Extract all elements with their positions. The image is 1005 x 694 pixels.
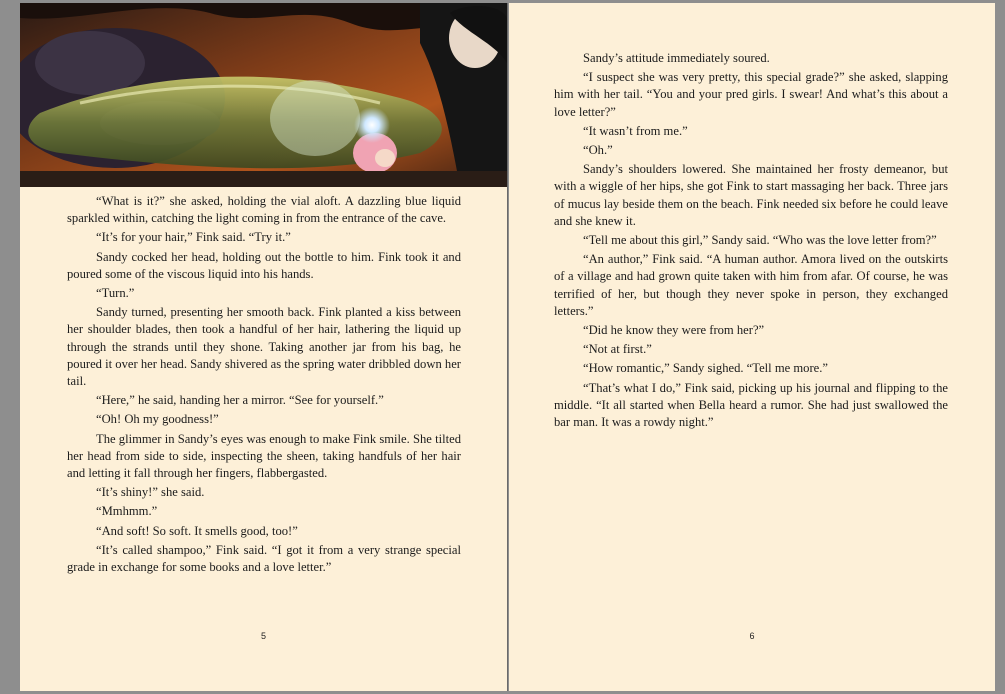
paragraph: “Tell me about this girl,” Sandy said. “Who was the love letter from?” [583, 233, 937, 248]
paragraph: “Oh! Oh my goodness!” [96, 412, 219, 427]
paragraph: The glimmer in Sandy’s eyes was enough to make Fink smile. She tilted her head from side to side, inspecting the sheen, taking handfuls of her hair and letting it fall through her fingers, flabbergasted. [67, 431, 461, 481]
paragraph: “I suspect she was very pretty, this special grade?” she asked, slapping him with her tail. “You and your pred girls. I swear! And what’s this about a love letter?” [554, 70, 948, 119]
paragraph: “What is it?” she asked, holding the vial aloft. A dazzling blue liquid sparkled within, catching the light coming in from the entrance of the cave. [67, 194, 461, 226]
paragraph: Sandy’s attitude immediately soured. [583, 51, 770, 65]
paragraph: “Turn.” [96, 286, 135, 301]
paragraph: “That’s what I do,” Fink said, picking up his journal and flipping to the middle. “It all started when Bella heard a rumor. She had just swallowed the bar man. It was a rowdy night.” [554, 380, 948, 430]
paragraph: “Mmhmm.” [96, 504, 158, 519]
chapter-illustration [20, 3, 507, 187]
paragraph: “It wasn’t from me.” [583, 123, 688, 138]
paragraph: “It’s called shampoo,” Fink said. “I got it from a very strange special grade in exchange for some books and a love letter.” [67, 542, 461, 575]
page-number: 5 [260, 631, 266, 641]
paragraph: “How romantic,” Sandy sighed. “Tell me more.” [583, 361, 828, 376]
paragraph: Sandy turned, presenting her smooth back. Fink planted a kiss between her shoulder blades, then took a handful of her hair, lathering the liquid up through the strands until they shone. Taking another jar from his bag, he poured it over her head. Sandy shivered as the spring water dribbled down her tail. [67, 305, 461, 389]
right-page-text [554, 50, 948, 433]
paragraph: “And soft! So soft. It smells good, too!” [96, 523, 298, 538]
page-right [509, 3, 995, 691]
page-number: 6 [749, 631, 755, 641]
paragraph: “An author,” Fink said. “A human author. Amora lived on the outskirts of a village and had grown quite taken with him from afar. Of course, he was terrified of her, but though they never spoke in person, they exchanged letters.” [554, 252, 948, 318]
paragraph: “Oh.” [583, 143, 613, 158]
paragraph: “It’s for your hair,” Fink said. “Try it.” [96, 230, 291, 245]
paragraph: “Not at first.” [583, 342, 652, 357]
paragraph: “Here,” he said, handing her a mirror. “See for yourself.” [96, 393, 384, 408]
paragraph: “Did he know they were from her?” [583, 323, 765, 338]
paragraph: Sandy’s shoulders lowered. She maintained her frosty demeanor, but with a wiggle of her hips, she got Fink to start massaging her back. Three jars of mucus lay beside them on the beach. Fink needed six before he could leave and she knew it. [554, 162, 948, 228]
page-left [20, 3, 508, 691]
left-page-text [67, 193, 461, 578]
paragraph: Sandy cocked her head, holding out the bottle to him. Fink took it and poured some of the viscous liquid into his hands. [67, 249, 461, 281]
paragraph: “It’s shiny!” she said. [96, 485, 205, 500]
